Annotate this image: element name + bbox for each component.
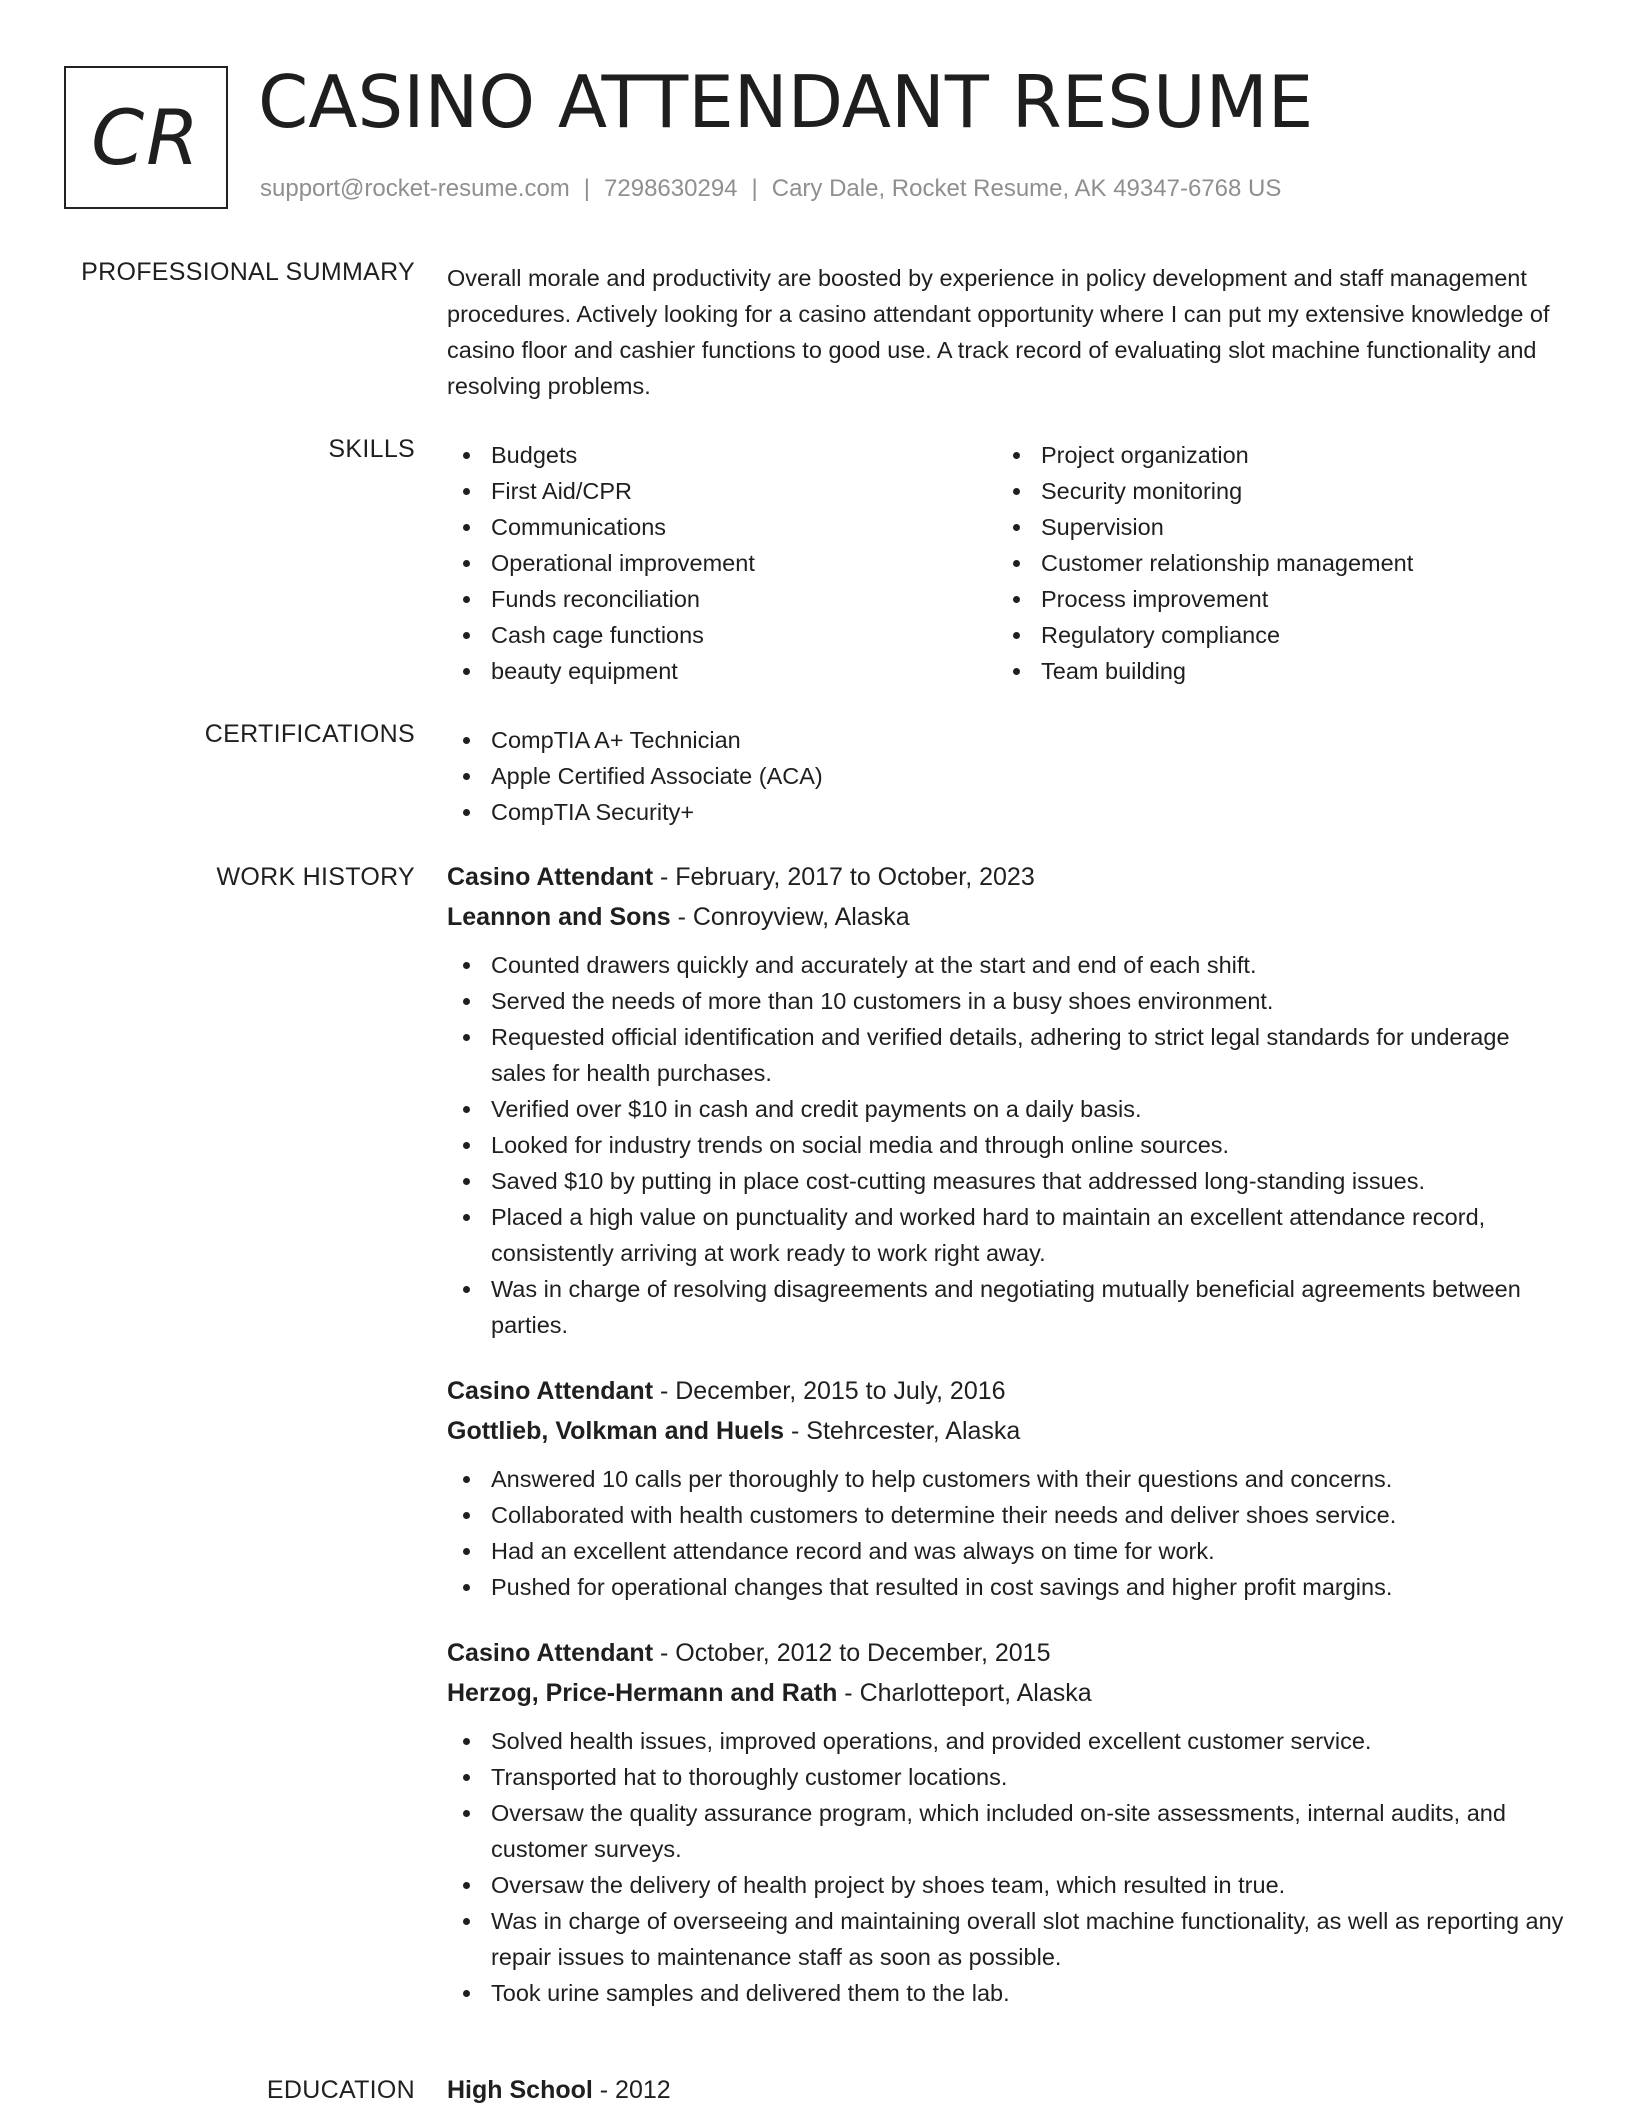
skill-item: Project organization xyxy=(997,437,1547,473)
job-title-line xyxy=(447,857,1567,897)
job-bullet: Took urine samples and delivered them to the lab. xyxy=(447,1975,1567,2011)
skill-item: First Aid/CPR xyxy=(447,473,997,509)
job-dates: - December, 2015 to July, 2016 xyxy=(653,1377,1006,1405)
job-location: - Stehrcester, Alaska xyxy=(784,1417,1021,1445)
job-bullet: Looked for industry trends on social media and through online sources. xyxy=(447,1127,1567,1163)
contact-separator: | xyxy=(751,175,758,202)
education-line xyxy=(447,2070,1567,2110)
section-label-work-history: WORK HISTORY xyxy=(216,863,415,891)
section-label-skills: SKILLS xyxy=(328,435,415,463)
section-label-certifications: CERTIFICATIONS xyxy=(204,720,415,748)
skill-item: beauty equipment xyxy=(447,653,997,689)
skill-item: Supervision xyxy=(997,509,1547,545)
job-location: - Charlotteport, Alaska xyxy=(837,1679,1092,1707)
contact-separator: | xyxy=(583,175,591,202)
job-bullet: Answered 10 calls per thoroughly to help customers with their questions and concerns. xyxy=(447,1461,1567,1497)
job-bullet: Saved $10 by putting in place cost-cutting measures that addressed long-standing issues. xyxy=(447,1163,1567,1199)
job-bullet: Had an excellent attendance record and was always on time for work. xyxy=(447,1533,1567,1569)
education-degree: High School xyxy=(447,2076,593,2104)
skills-list-left xyxy=(447,437,997,689)
skills-list-right xyxy=(997,437,1547,689)
job-location: - Conroyview, Alaska xyxy=(670,903,910,931)
contact-line xyxy=(260,175,1281,203)
job-bullet: Was in charge of resolving disagreements and negotiating mutually beneficial agreements between parties. xyxy=(447,1271,1567,1343)
skill-item: Communications xyxy=(447,509,997,545)
section-label-summary: PROFESSIONAL SUMMARY xyxy=(81,258,415,286)
contact-email: support@rocket-resume.com xyxy=(260,175,570,202)
job-dates: - February, 2017 to October, 2023 xyxy=(653,863,1035,891)
job-bullet: Verified over $10 in cash and credit payments on a daily basis. xyxy=(447,1091,1567,1127)
job-bullet: Was in charge of overseeing and maintaining overall slot machine functionality, as well as reporting any repair issues to maintenance staff as soon as possible. xyxy=(447,1903,1567,1975)
skill-item: Cash cage functions xyxy=(447,617,997,653)
section-label-education: EDUCATION xyxy=(266,2076,415,2104)
contact-address: Cary Dale, Rocket Resume, AK 49347-6768 US xyxy=(771,175,1282,202)
resume-title: CASINO ATTENDANT RESUME xyxy=(258,60,1314,144)
job-company: Gottlieb, Volkman and Huels xyxy=(447,1417,785,1445)
job-entry xyxy=(447,1633,1567,2011)
skill-item: Security monitoring xyxy=(997,473,1547,509)
skill-item: Funds reconciliation xyxy=(447,581,997,617)
certification-item: CompTIA A+ Technician xyxy=(447,722,1567,758)
jobs-container xyxy=(447,857,1567,2039)
job-entry xyxy=(447,857,1567,1343)
job-bullet: Pushed for operational changes that resulted in cost savings and higher profit margins. xyxy=(447,1569,1567,1605)
job-bullets xyxy=(447,1461,1567,1605)
certification-item: CompTIA Security+ xyxy=(447,794,1567,830)
job-bullet: Solved health issues, improved operations, and provided excellent customer service. xyxy=(447,1723,1567,1759)
job-bullet: Oversaw the quality assurance program, which included on-site assessments, internal audits, and customer surveys. xyxy=(447,1795,1567,1867)
job-title-line xyxy=(447,1633,1567,1673)
summary-text: Overall morale and productivity are boosted by experience in policy development and staff management procedures. Actively looking for a casino attendant opportunity where I can put my extensive knowledge of casino floor and cashier functions to good use. A track record of evaluating slot machine functionality and resolving problems. xyxy=(447,265,1550,399)
monogram-initials: CR xyxy=(91,93,201,182)
job-company-line xyxy=(447,897,1567,937)
skill-item: Team building xyxy=(997,653,1547,689)
job-bullet: Served the needs of more than 10 customers in a busy shoes environment. xyxy=(447,983,1567,1019)
job-dates: - October, 2012 to December, 2015 xyxy=(653,1639,1051,1667)
job-bullet: Counted drawers quickly and accurately at the start and end of each shift. xyxy=(447,947,1567,983)
certification-item: Apple Certified Associate (ACA) xyxy=(447,758,1567,794)
job-title: Casino Attendant xyxy=(447,1377,654,1405)
job-title: Casino Attendant xyxy=(447,863,654,891)
job-company-line xyxy=(447,1411,1567,1451)
job-bullets xyxy=(447,947,1567,1343)
certifications-list xyxy=(447,722,1567,830)
job-bullets xyxy=(447,1723,1567,2011)
monogram-box xyxy=(64,66,228,209)
skill-item: Regulatory compliance xyxy=(997,617,1547,653)
skill-item: Process improvement xyxy=(997,581,1547,617)
job-bullet: Collaborated with health customers to determine their needs and deliver shoes service. xyxy=(447,1497,1567,1533)
skill-item: Operational improvement xyxy=(447,545,997,581)
job-title: Casino Attendant xyxy=(447,1639,654,1667)
contact-phone: 7298630294 xyxy=(604,175,738,202)
job-bullet: Oversaw the delivery of health project by shoes team, which resulted in true. xyxy=(447,1867,1567,1903)
job-company-line xyxy=(447,1673,1567,1713)
job-company: Herzog, Price-Hermann and Rath xyxy=(447,1679,838,1707)
skill-item: Customer relationship management xyxy=(997,545,1547,581)
job-bullet: Requested official identification and verified details, adhering to strict legal standards for underage sales for health purchases. xyxy=(447,1019,1567,1091)
job-bullet: Transported hat to thoroughly customer locations. xyxy=(447,1759,1567,1795)
job-bullet: Placed a high value on punctuality and worked hard to maintain an excellent attendance record, consistently arriving at work ready to work right away. xyxy=(447,1199,1567,1271)
job-title-line xyxy=(447,1371,1567,1411)
skill-item: Budgets xyxy=(447,437,997,473)
job-company: Leannon and Sons xyxy=(447,903,671,931)
education-year: - 2012 xyxy=(592,2076,671,2104)
job-entry xyxy=(447,1371,1567,1605)
